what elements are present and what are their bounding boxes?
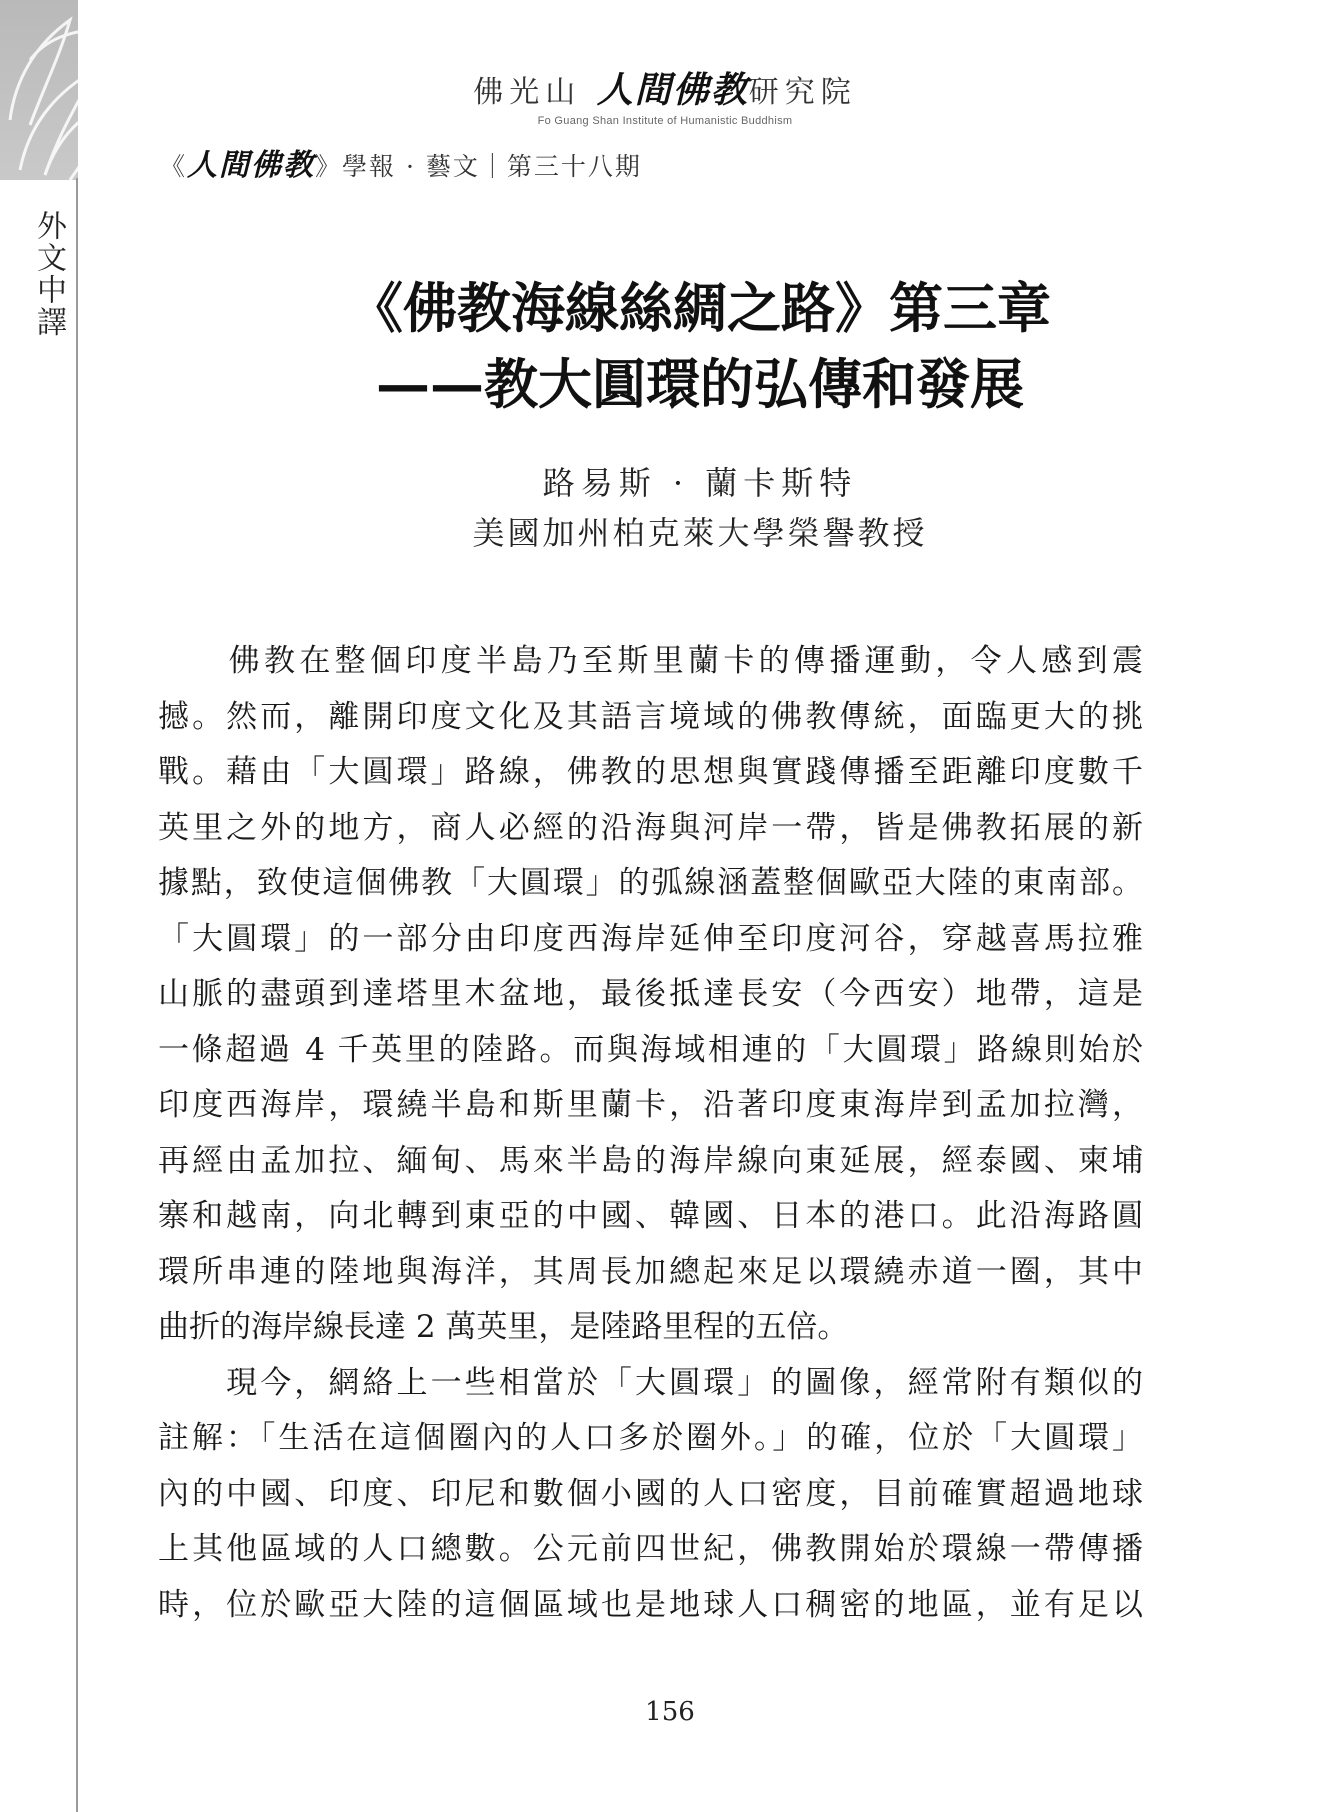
- institute-english-name: Fo Guang Shan Institute of Humanistic Buddhism: [537, 115, 793, 127]
- title-line-1: 《佛教海線絲綢之路》第三章: [349, 276, 1051, 340]
- body-line: 註解：「生活在這個圈內的人口多於圈外。」的確，位於「大圓環」: [158, 1420, 1143, 1456]
- margin-rule: [76, 178, 78, 1812]
- body-line: 一條超過 4 千英里的陸路。而與海域相連的「大圓環」路線則始於: [158, 1031, 1143, 1068]
- body-line: 撼。然而，離開印度文化及其語言境域的佛教傳統，面臨更大的挑: [158, 698, 1143, 735]
- article-body: [158, 634, 1143, 1633]
- institute-name: [465, 62, 865, 113]
- body-line: 山脈的盡頭到達塔里木盆地，最後抵達長安（今西安）地帶，這是: [158, 976, 1143, 1012]
- journal-issue: 》學報 · 藝文｜第三十八期: [315, 152, 642, 181]
- body-line: 時，位於歐亞大陸的這個區域也是地球人口稠密的地區，並有足以: [158, 1586, 1143, 1623]
- body-line: 內的中國、印度、印尼和數個小國的人口密度，目前確實超過地球: [158, 1475, 1143, 1512]
- body-line: 再經由孟加拉、緬甸、馬來半島的海岸線向東延展，經泰國、柬埔: [158, 1142, 1143, 1179]
- institute-suffix: 研究院: [748, 75, 857, 110]
- corner-decoration: [0, 0, 78, 180]
- section-label: 外文中譯: [31, 210, 66, 338]
- author-affiliation: 美國加州柏克萊大學榮譽教授: [472, 514, 928, 552]
- journal-brand: 人間佛教: [187, 148, 316, 183]
- institute-brand: 人間佛教: [596, 69, 749, 111]
- body-line: 「大圓環」的一部分由印度西海岸延伸至印度河谷，穿越喜馬拉雅: [158, 920, 1143, 957]
- body-line: 環所串連的陸地與海洋，其周長加總起來足以環繞赤道一圈，其中: [158, 1253, 1143, 1290]
- body-line: 寨和越南，向北轉到東亞的中國、韓國、日本的港口。此沿海路圓: [158, 1198, 1143, 1234]
- author-name: 路易斯 · 蘭卡斯特: [542, 464, 858, 502]
- lotus-watermark-icon: [0, 0, 180, 180]
- body-line: 曲折的海岸線長達 2 萬英里，是陸路里程的五倍。: [158, 1309, 849, 1345]
- institute-header: [465, 62, 865, 127]
- page-number: 156: [645, 1697, 695, 1727]
- body-line: 佛教在整個印度半島乃至斯里蘭卡的傳播運動，令人感到震: [158, 643, 1143, 679]
- journal-header: [160, 140, 642, 184]
- article-title: [200, 270, 1200, 422]
- body-line: 據點，致使這個佛教「大圓環」的弧線涵蓋整個歐亞大陸的東南部。: [158, 865, 1143, 901]
- paragraph-2: [158, 1356, 1143, 1634]
- title-line-2: ——教大圓環的弘傳和發展: [376, 352, 1024, 416]
- body-line: 英里之外的地方，商人必經的沿海與河岸一帶，皆是佛教拓展的新: [158, 809, 1143, 846]
- body-line: 現今，網絡上一些相當於「大圓環」的圖像，經常附有類似的: [158, 1364, 1143, 1401]
- body-line: 上其他區域的人口總數。公元前四世紀，佛教開始於環線一帶傳播: [158, 1531, 1143, 1567]
- body-line: 戰。藉由「大圓環」路線，佛教的思想與實踐傳播至距離印度數千: [158, 754, 1143, 790]
- journal-open-bracket: 《: [160, 152, 188, 181]
- institute-prefix: 佛光山: [473, 75, 582, 110]
- body-line: 印度西海岸，環繞半島和斯里蘭卡，沿著印度東海岸到孟加拉灣，: [158, 1087, 1143, 1123]
- author-block: [200, 458, 1200, 558]
- paragraph-1: [158, 634, 1143, 1356]
